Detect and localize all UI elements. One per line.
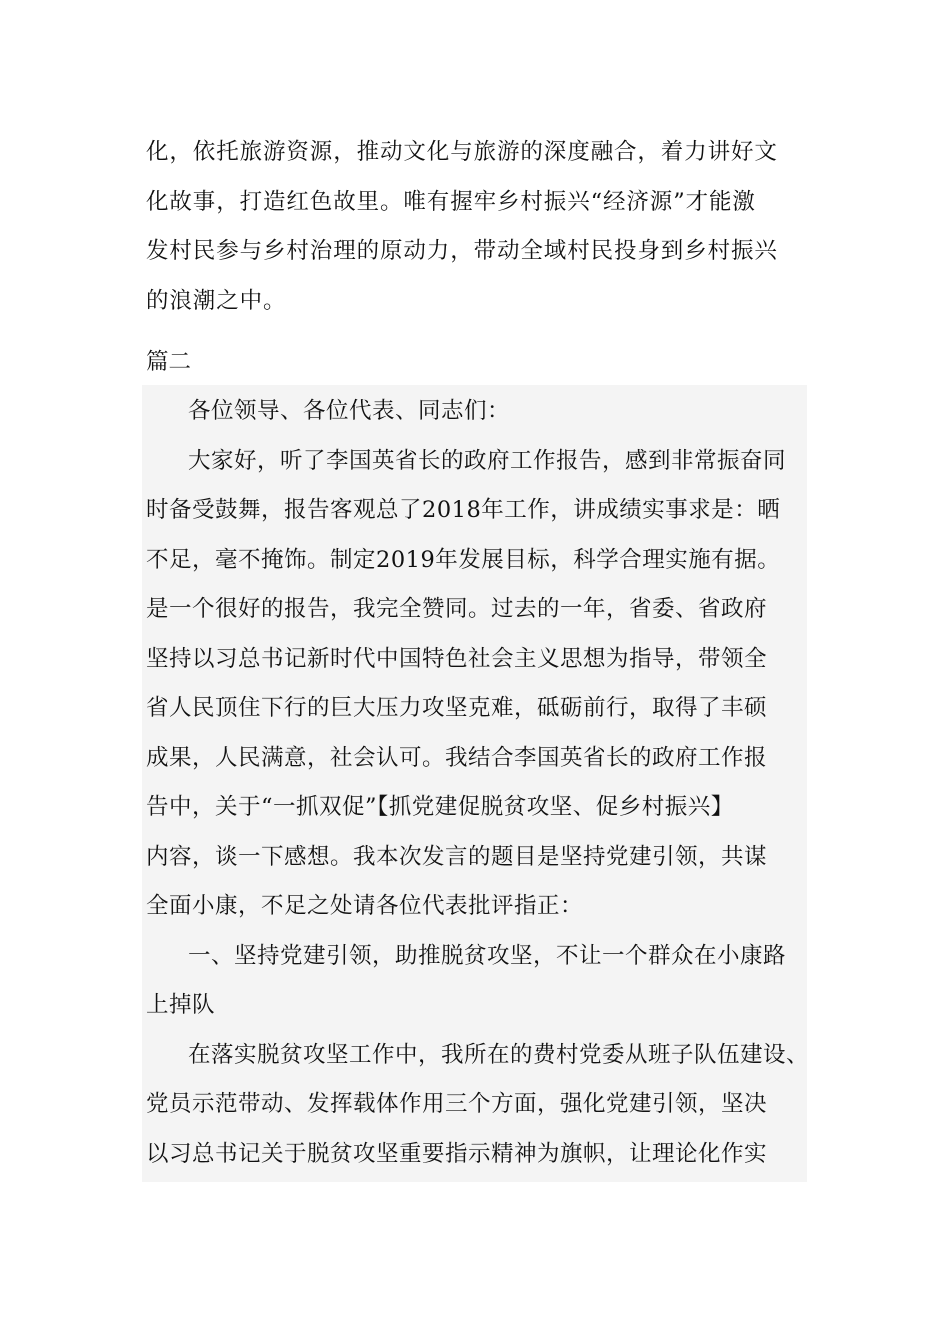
text-line: 全面小康，不足之处请各位代表批评指正： [146,893,584,919]
section-heading: 篇二 [146,349,192,375]
text-line: 是一个很好的报告，我完全赞同。过去的一年，省委、省政府 [146,596,768,622]
salutation-line: 各位领导、各位代表、同志们： [188,398,511,424]
text-line: 以习总书记关于脱贫攻坚重要指示精神为旗帜，让理论化作实 [146,1140,768,1167]
text-line: 坚持以习总书记新时代中国特色社会主义思想为指导，带领全 [146,645,768,672]
text-line: 大家好，听了李国英省长的政府工作报告，感到非常振奋同 [188,447,787,474]
text-line: 党员示范带动、发挥载体作用三个方面，强化党建引领，坚决 [146,1091,768,1117]
text-line: 不足，毫不掩饰。制定2019年发展目标，科学合理实施有据。 [146,546,781,573]
text-line: 化故事，打造红色故里。唯有握牢乡村振兴“经济源”才能激 [146,188,756,215]
text-line: 省人民顶住下行的巨大压力攻坚克难，砥砺前行，取得了丰硕 [146,695,768,721]
speech-text-block [142,385,810,1182]
text-line: 内容，谈一下感想。我本次发言的题目是坚持党建引领，共谋 [146,843,768,870]
subheading-line: 上掉队 [146,992,216,1018]
text-line: 成果，人民满意，社会认可。我结合李国英省长的政府工作报 [146,744,768,771]
text-line: 化，依托旅游资源，推动文化与旅游的深度融合，着力讲好文 [146,139,778,165]
text-line: 时备受鼓舞，报告客观总了2018年工作，讲成绩实事求是：晒 [146,497,781,523]
text-line: 发村民参与乡村治理的原动力，带动全域村民投身到乡村振兴 [146,238,778,264]
text-line: 的浪潮之中。 [146,287,287,314]
body-paragraph-top [146,128,826,326]
text-line: 告中，关于“一抓双促”【抓党建促脱贫攻坚、促乡村振兴】 [146,794,734,820]
text-line: 在落实脱贫攻坚工作中，我所在的费村党委从班子队伍建设、 [188,1041,810,1068]
subheading-line: 一、坚持党建引领，助推脱贫攻坚，不让一个群众在小康路 [188,942,787,969]
